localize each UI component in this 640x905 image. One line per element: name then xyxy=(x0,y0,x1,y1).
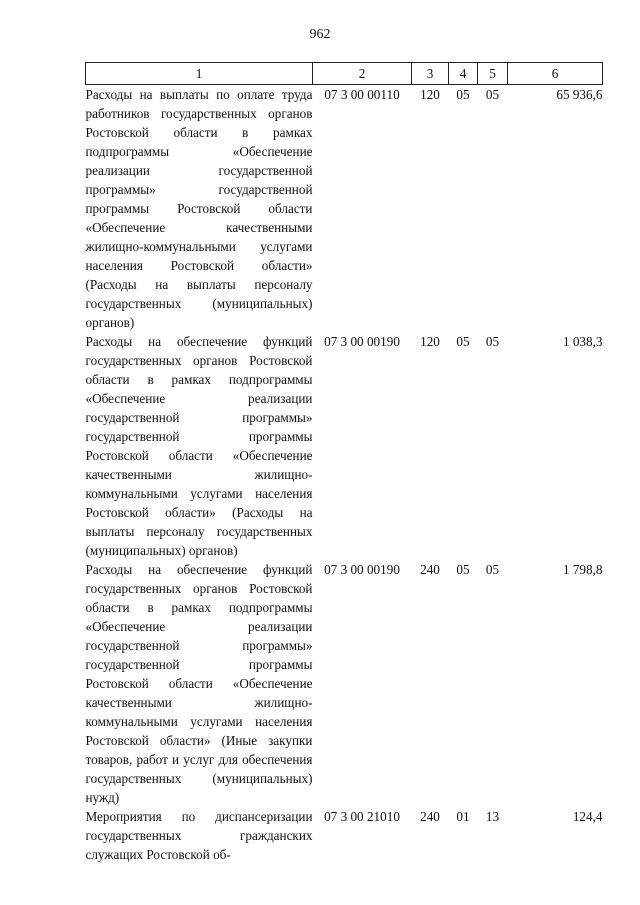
row-target-article: 07 3 00 21010 xyxy=(324,809,400,824)
table-row xyxy=(86,807,603,864)
row-subsection: 05 xyxy=(485,334,500,349)
header-col-1: 1 xyxy=(86,63,313,85)
row-expense-type: 240 xyxy=(420,809,440,824)
row-description: Расходы на выплаты по оплате труда работников государственных органов Ростовской области в рамках подпрограммы «Обеспечение реализации государственной программы» государственной программы Ростовской области «Обеспечение качественными жилищно-коммунальными услугами населения Ростовской области» (Расходы на выплаты персоналу государственных (муниципальных) органов) xyxy=(85,87,313,330)
row-target-article: 07 3 00 00110 xyxy=(324,87,400,102)
row-subsection: 05 xyxy=(485,562,500,577)
row-section: 05 xyxy=(456,562,470,577)
header-col-3: 3 xyxy=(412,63,449,85)
row-section: 05 xyxy=(456,87,470,102)
row-amount: 65 936,6 xyxy=(556,87,603,102)
budget-table xyxy=(85,62,603,864)
row-amount: 1 798,8 xyxy=(562,562,603,577)
row-subsection: 13 xyxy=(485,809,500,824)
header-col-5: 5 xyxy=(478,63,508,85)
header-row xyxy=(86,63,603,85)
row-subsection: 05 xyxy=(485,87,500,102)
table-row xyxy=(86,332,603,560)
table-row xyxy=(86,85,603,333)
row-description: Мероприятия по диспансеризации государственных гражданских служащих Ростовской об- xyxy=(85,809,313,862)
row-expense-type: 120 xyxy=(420,334,440,349)
row-description: Расходы на обеспечение функций государственных органов Ростовской области в рамках подпрограммы «Обеспечение реализации государственной программы» государственной программы Ростовской области «Обеспечение качественными жилищно-коммунальными услугами населения Ростовской области» (Иные закупки товаров, работ и услуг для обеспечения государственных (муниципальных) нужд) xyxy=(85,562,313,805)
row-expense-type: 120 xyxy=(420,87,440,102)
table-row xyxy=(86,560,603,807)
row-target-article: 07 3 00 00190 xyxy=(324,334,400,349)
row-target-article: 07 3 00 00190 xyxy=(324,562,400,577)
page-number: 962 xyxy=(309,27,331,42)
row-amount: 1 038,3 xyxy=(562,334,603,349)
row-description: Расходы на обеспечение функций государственных органов Ростовской области в рамках подпрограммы «Обеспечение реализации государственной программы» государственной программы Ростовской области «Обеспечение качественными жилищно-коммунальными услугами населения Ростовской области» (Расходы на выплаты персоналу государственных (муниципальных) органов) xyxy=(85,334,313,558)
row-section: 01 xyxy=(456,809,470,824)
row-section: 05 xyxy=(456,334,470,349)
header-col-2: 2 xyxy=(313,63,412,85)
header-col-6: 6 xyxy=(508,63,603,85)
header-col-4: 4 xyxy=(449,63,478,85)
row-expense-type: 240 xyxy=(420,562,440,577)
row-amount: 124,4 xyxy=(572,809,603,824)
